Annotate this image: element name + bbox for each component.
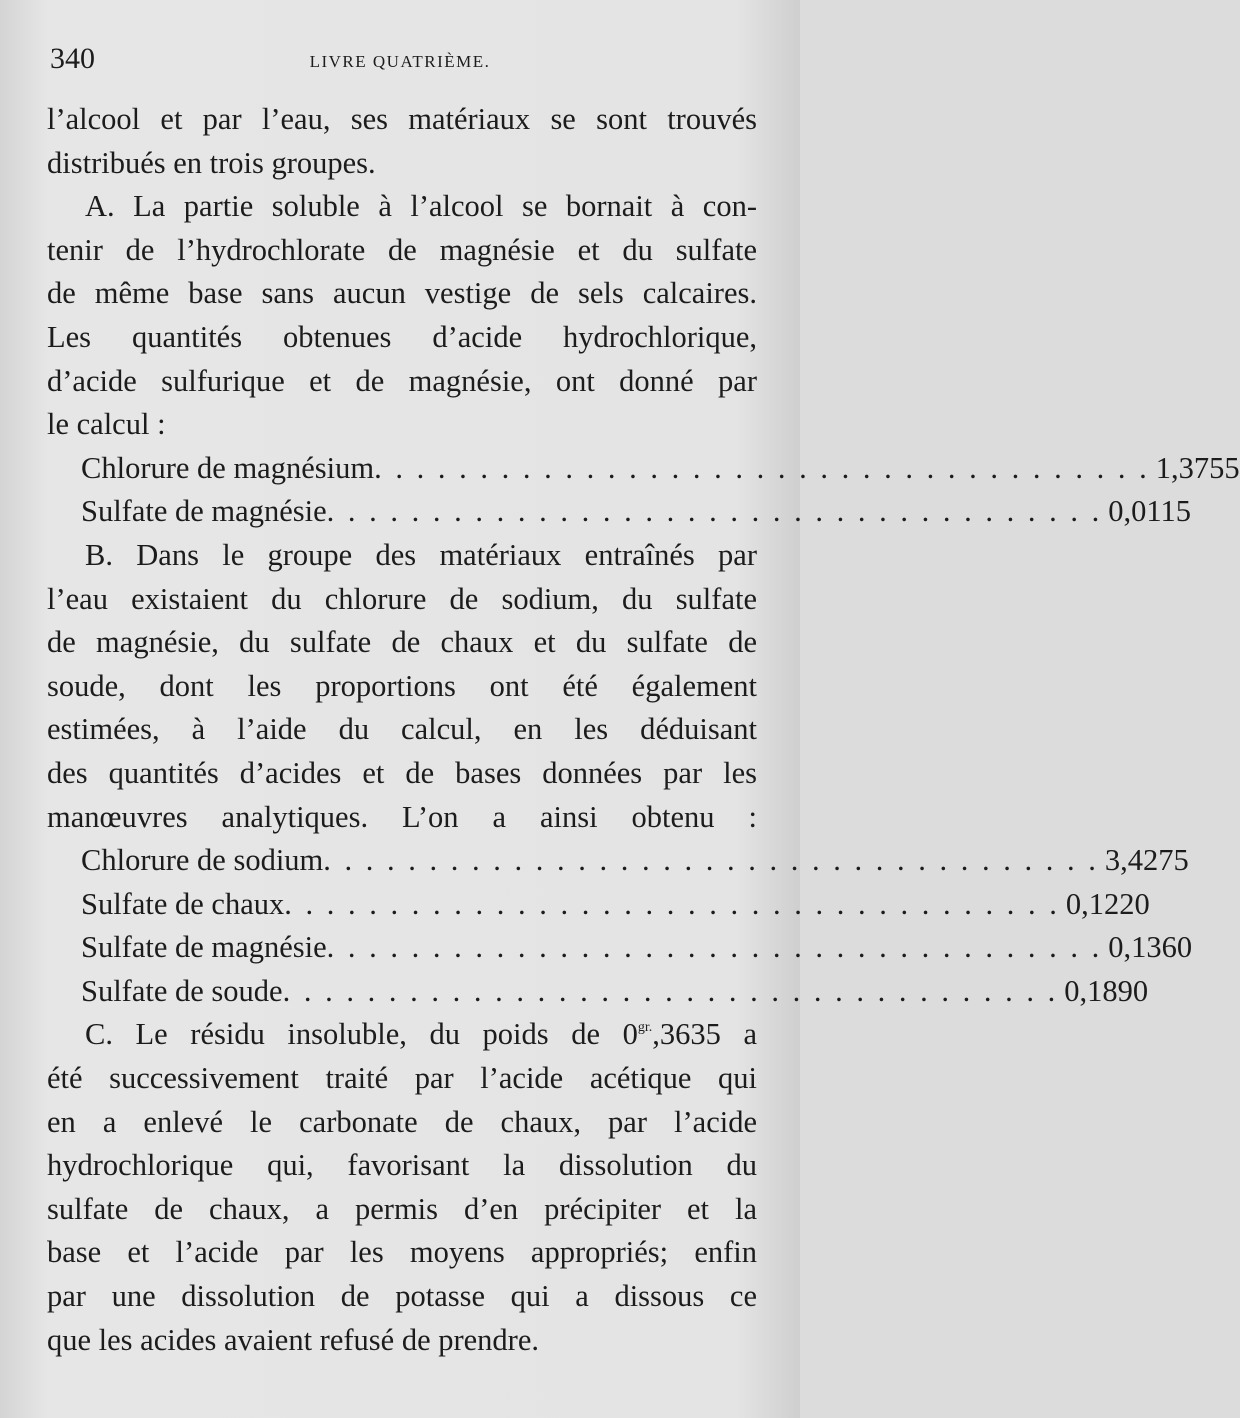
text-line: estimées, à l’aide du calcul, en les déduisant (47, 712, 757, 747)
text-line: soude, dont les proportions ont été également (47, 668, 757, 703)
text-line: que les acides avaient refusé de prendre. (47, 1322, 539, 1357)
table-row (47, 883, 1150, 927)
page-number: 340 (50, 42, 95, 75)
text-line: l’alcool et par l’eau, ses matériaux se sont trouvés (47, 102, 757, 136)
text-line: Les quantités obtenues d’acide hydrochlorique, (47, 319, 757, 354)
substance-value: 0,1220 (1065, 886, 1150, 921)
page-header (50, 42, 750, 82)
substance-value: 3,4275 (1104, 843, 1189, 878)
text-line: tenir de l’hydrochlorate de magnésie et du sulfate (47, 232, 757, 267)
leader-dots: . . . . . . . . . . . . . . . . . . . . . . . . . . . . . . . . . . . . . (282, 973, 1059, 1008)
leader-dots: . . . . . . . . . . . . . . . . . . . . . . . . . . . . . . . . . . . . . (326, 494, 1103, 529)
paragraph-b-start: B. Dans le groupe des matériaux entraînés par (85, 537, 757, 572)
gram-unit: gr. (637, 1020, 653, 1036)
text-line: sulfate de chaux, a permis d’en précipiter et la (47, 1191, 757, 1226)
text-line: base et l’acide par les moyens appropriés; enfin (47, 1235, 757, 1270)
text-line: en a enlevé le carbonate de chaux, par l’acide (47, 1104, 757, 1139)
leader-dots: . . . . . . . . . . . . . . . . . . . . . . . . . . . . . . . . . . . . . (284, 886, 1060, 921)
body-text (47, 98, 1240, 1362)
weight-text-cont: ,3635 a (652, 1017, 757, 1052)
paragraph-c-start (47, 1013, 757, 1057)
substance-value: 0,1890 (1064, 973, 1149, 1008)
substance-value: 0,0115 (1108, 494, 1191, 529)
text-line: par une dissolution de potasse qui a dissous ce (47, 1279, 757, 1314)
leader-dots: . . . . . . . . . . . . . . . . . . . . . . . . . . . . . . . . . . . . . (326, 930, 1103, 965)
substance-name: Chlorure de magnésium (81, 450, 375, 485)
substance-value: 0,1360 (1108, 930, 1193, 965)
substance-name: Sulfate de soude (81, 973, 283, 1008)
text-line: des quantités d’acides et de bases données par les (47, 755, 757, 790)
table-row (47, 839, 1189, 883)
substance-name: Sulfate de chaux (81, 886, 285, 921)
table-row (47, 447, 1240, 491)
table-row (47, 926, 1193, 970)
weight-text: C. Le résidu insoluble, du poids de 0 (85, 1017, 638, 1052)
substance-name: Chlorure de sodium (81, 843, 324, 878)
leader-dots: . . . . . . . . . . . . . . . . . . . . . . . . . . . . . . . . . . . . . (323, 843, 1099, 878)
substance-name: Sulfate de magnésie (81, 930, 327, 965)
text-line: manœuvres analytiques. L’on a ainsi obtenu : (47, 799, 757, 834)
running-head: LIVRE QUATRIÈME. (309, 52, 491, 71)
substance-value: 1,3755 (1155, 450, 1240, 485)
text-line: le calcul : (47, 407, 166, 442)
table-row (47, 970, 1149, 1014)
text-line: hydrochlorique qui, favorisant la dissolution du (47, 1148, 757, 1183)
paragraph-a-start: A. La partie soluble à l’alcool se bornait à con- (85, 189, 757, 224)
substance-name: Sulfate de magnésie (81, 494, 327, 529)
leader-dots: . . . . . . . . . . . . . . . . . . . . . . . . . . . . . . . . . . . . . (374, 450, 1150, 485)
text-line: d’acide sulfurique et de magnésie, ont donné par (47, 363, 757, 398)
table-row (47, 490, 1191, 534)
text-line: l’eau existaient du chlorure de sodium, du sulfate (47, 581, 757, 616)
text-line: de même base sans aucun vestige de sels calcaires. (47, 276, 757, 311)
text-line: distribués en trois groupes. (47, 145, 376, 180)
text-line: de magnésie, du sulfate de chaux et du sulfate de (47, 625, 757, 660)
text-line: été successivement traité par l’acide acétique qui (47, 1061, 757, 1096)
